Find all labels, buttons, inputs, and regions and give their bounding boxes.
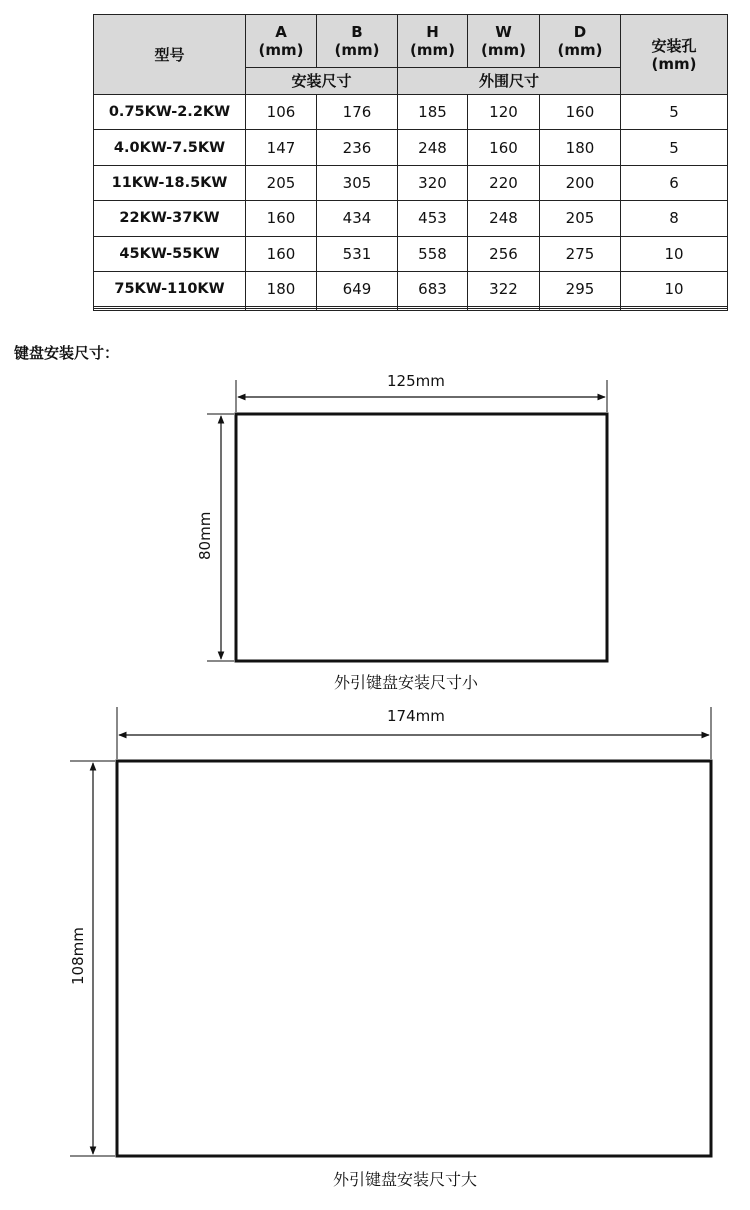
cell-a: 180 xyxy=(246,271,317,306)
cell-w: 322 xyxy=(468,271,540,306)
cell-a: 160 xyxy=(246,236,317,271)
cell-hole: 10 xyxy=(621,236,728,271)
cell-d: 200 xyxy=(540,165,621,200)
cell-model: 4.0KW-7.5KW xyxy=(94,130,246,165)
cell-h: 185 xyxy=(398,95,468,130)
large-keyboard-drawing xyxy=(70,707,711,1156)
cell-h: 248 xyxy=(398,130,468,165)
cell-w: 120 xyxy=(468,95,540,130)
header-group-outer: 外围尺寸 xyxy=(398,68,621,95)
header-group-install: 安装尺寸 xyxy=(246,68,398,95)
cell-b: 236 xyxy=(317,130,398,165)
header-w: W (mm) xyxy=(468,15,540,68)
cell-a: 106 xyxy=(246,95,317,130)
header-model: 型号 xyxy=(94,15,246,95)
header-b: B (mm) xyxy=(317,15,398,68)
cell-a: 160 xyxy=(246,201,317,236)
cell-d: 295 xyxy=(540,271,621,306)
cell-w: 256 xyxy=(468,236,540,271)
cell-d: 160 xyxy=(540,95,621,130)
small-width-label: 125mm xyxy=(387,372,445,390)
large-height-label: 108mm xyxy=(69,927,87,985)
cell-model: 75KW-110KW xyxy=(94,271,246,306)
cell-b: 434 xyxy=(317,201,398,236)
cell-b: 305 xyxy=(317,165,398,200)
cell-hole: 6 xyxy=(621,165,728,200)
cell-a: 205 xyxy=(246,165,317,200)
cell-hole: 5 xyxy=(621,130,728,165)
cell-hole: 8 xyxy=(621,201,728,236)
cell-b: 531 xyxy=(317,236,398,271)
large-keyboard-outline xyxy=(117,761,711,1156)
small-keyboard-outline xyxy=(236,414,607,661)
header-a: A (mm) xyxy=(246,15,317,68)
cell-model: 11KW-18.5KW xyxy=(94,165,246,200)
cell-b: 649 xyxy=(317,271,398,306)
cell-w: 220 xyxy=(468,165,540,200)
header-hole: 安装孔 (mm) xyxy=(621,15,728,95)
cell-hole: 5 xyxy=(621,95,728,130)
cell-model: 0.75KW-2.2KW xyxy=(94,95,246,130)
cell-model: 45KW-55KW xyxy=(94,236,246,271)
cell-d: 205 xyxy=(540,201,621,236)
cell-w: 248 xyxy=(468,201,540,236)
cell-model: 22KW-37KW xyxy=(94,201,246,236)
small-keyboard-caption: 外引键盘安装尺寸小 xyxy=(334,673,479,692)
cell-b: 176 xyxy=(317,95,398,130)
large-width-label: 174mm xyxy=(387,707,445,725)
cell-d: 275 xyxy=(540,236,621,271)
cell-h: 320 xyxy=(398,165,468,200)
header-d: D (mm) xyxy=(540,15,621,68)
header-h: H (mm) xyxy=(398,15,468,68)
cell-hole: 10 xyxy=(621,271,728,306)
small-keyboard-drawing xyxy=(207,380,607,661)
cell-w: 160 xyxy=(468,130,540,165)
cell-h: 453 xyxy=(398,201,468,236)
keyboard-section-title: 键盘安装尺寸： xyxy=(14,344,120,362)
cell-h: 683 xyxy=(398,271,468,306)
cell-d: 180 xyxy=(540,130,621,165)
cell-h: 558 xyxy=(398,236,468,271)
large-keyboard-caption: 外引键盘安装尺寸大 xyxy=(333,1170,478,1189)
small-height-label: 80mm xyxy=(196,511,214,560)
cell-a: 147 xyxy=(246,130,317,165)
